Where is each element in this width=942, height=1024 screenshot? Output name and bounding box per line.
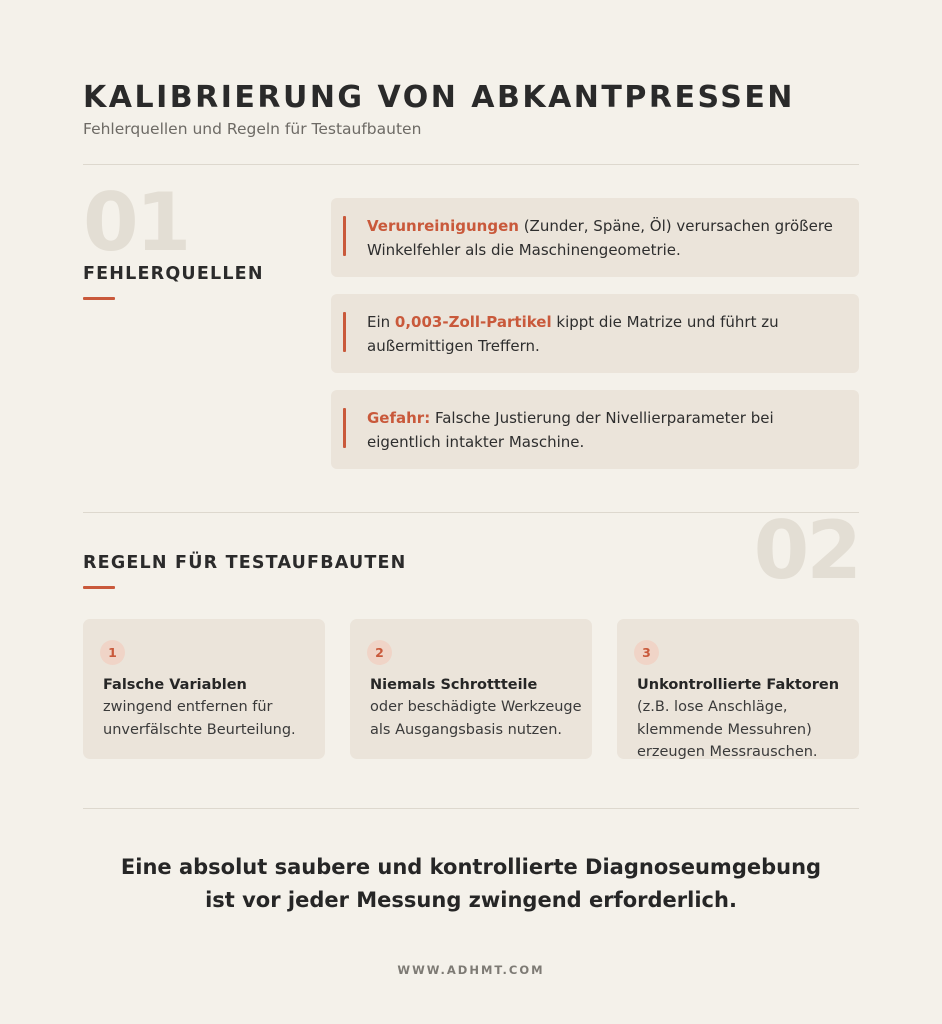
footer-url: WWW.ADHMT.COM	[397, 963, 545, 977]
rule-description: zwingend entfernen für unverfälschte Beurteilung.	[103, 699, 296, 738]
section-number-01: 01	[83, 176, 189, 269]
rule-card-2	[350, 619, 592, 759]
note-text	[367, 310, 833, 358]
section-accent-bar	[83, 297, 115, 300]
note-card	[331, 390, 859, 469]
note-highlight: 0,003-Zoll-Partikel	[394, 313, 552, 331]
note-accent-bar	[343, 408, 346, 448]
note-highlight: Gefahr:	[367, 409, 431, 427]
section-title-regeln: REGELN FÜR TESTAUFBAUTEN	[83, 553, 407, 573]
note-body: Falsche Justierung der Nivellierparameter bei eigentlich intakter Maschine.	[367, 409, 774, 451]
note-highlight: Verunreinigungen	[367, 217, 519, 235]
note-text	[367, 214, 833, 262]
section-title-fehlerquellen: FEHLERQUELLEN	[83, 264, 264, 284]
note-text	[367, 406, 833, 454]
note-body: (Zunder, Späne, Öl) verursachen größere Winkelfehler als die Maschinengeometrie.	[367, 217, 833, 259]
closing-line: Eine absolut saubere und kontrollierte Diagnoseumgebung	[120, 855, 822, 879]
rule-card-1	[83, 619, 325, 759]
infographic-page	[83, 0, 859, 1024]
note-card	[331, 198, 859, 277]
note-accent-bar	[343, 312, 346, 352]
closing-statement	[83, 851, 859, 917]
section-accent-bar	[83, 586, 115, 589]
rule-number-badge: 1	[100, 640, 125, 665]
divider	[83, 164, 859, 165]
divider	[83, 808, 859, 809]
page-title: KALIBRIERUNG VON ABKANTPRESSEN	[83, 80, 795, 115]
rule-number-badge: 3	[634, 640, 659, 665]
page-subtitle: Fehlerquellen und Regeln für Testaufbauten	[83, 120, 422, 138]
rule-card-3	[617, 619, 859, 759]
rule-description: oder beschädigte Werkzeuge als Ausgangsbasis nutzen.	[370, 699, 582, 738]
note-accent-bar	[343, 216, 346, 256]
rule-title: Falsche Variablen	[103, 677, 247, 693]
rule-description: (z.B. lose Anschläge, klemmende Messuhren) erzeugen Messrauschen.	[637, 699, 818, 760]
note-body: kippt die Matrize und führt zu außermittigen Treffern.	[367, 313, 779, 355]
rule-number-badge: 2	[367, 640, 392, 665]
closing-line: ist vor jeder Messung zwingend erforderlich.	[205, 888, 737, 912]
note-card	[331, 294, 859, 373]
rule-title: Niemals Schrottteile	[370, 677, 538, 693]
note-prefix: Ein	[367, 313, 395, 331]
rule-title: Unkontrollierte Faktoren	[637, 677, 840, 693]
divider	[83, 512, 859, 513]
section-number-02: 02	[753, 504, 859, 597]
